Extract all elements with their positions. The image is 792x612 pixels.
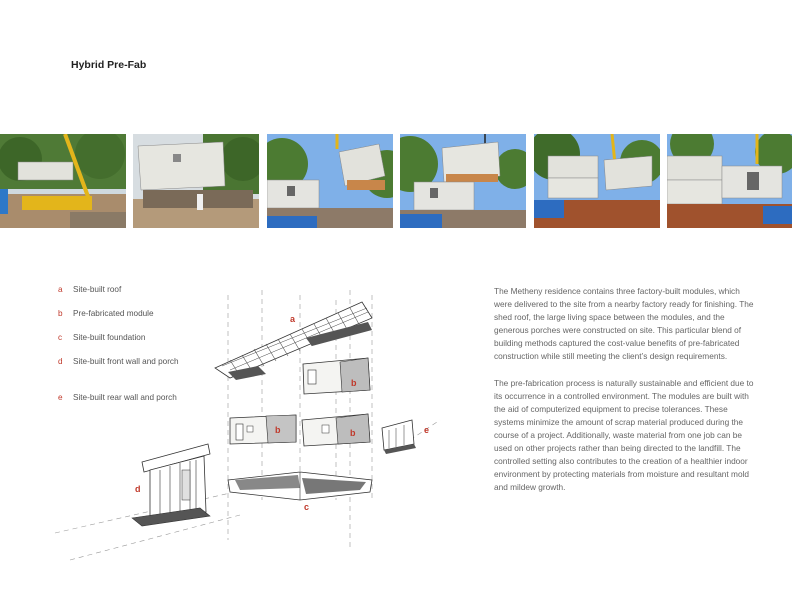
rear-wall-porch [382, 420, 416, 454]
upper-module [303, 358, 370, 394]
construction-photo-3 [267, 134, 393, 228]
diagram-label-e: e [424, 425, 430, 435]
legend-letter: a [58, 285, 63, 294]
construction-photo-5 [534, 134, 660, 228]
construction-photo-1 [0, 134, 126, 228]
diagram-label-d: d [135, 484, 141, 494]
construction-photo-4 [400, 134, 526, 228]
legend-text: Site-built foundation [73, 333, 146, 342]
legend-text: Site-built front wall and porch [73, 357, 179, 366]
diagram-label-b: b [275, 425, 281, 435]
paragraph: The Metheny residence contains three factory-built modules, which were delivered to the site from a nearby factory ready for finishing. The shed roof, the large living space between the modules, and the generous porches were constructed on site. This particular blend of building methods captured the cost-value benefits of pre-fabricated construction while still meeting the client’s design requirements. [494, 286, 754, 362]
diagram-label-b: b [350, 428, 356, 438]
legend-letter: c [58, 333, 63, 342]
legend-text: Site-built roof [73, 285, 122, 294]
legend-letter: b [58, 309, 63, 318]
diagram-label-c: c [304, 502, 310, 512]
legend-letter: d [58, 357, 63, 366]
legend-text: Pre-fabricated module [73, 309, 154, 318]
construction-photo-6 [667, 134, 792, 228]
exploded-axonometric-diagram [40, 285, 460, 579]
page-title: Hybrid Pre-Fab [71, 59, 147, 71]
paragraph: The pre-fabrication process is naturally sustainable and efficient due to its occurrence in a controlled environment. The modules are built with the aid of computerized equipment to precise tolerances. These systems minimize the amount of scrap material produced during the course of a project. Additionally, waste material from one job can be used on other projects rather than being directed to the landfill. The controlled setting also contributes to the creation of a healthier indoor environment by protecting materials from moisture and resultant mold and mildew growth. [494, 377, 754, 493]
legend-text: Site-built rear wall and porch [73, 393, 177, 402]
body-text [494, 285, 756, 507]
diagram-label-b: b [351, 378, 357, 388]
front-wall-porch [132, 444, 210, 526]
construction-photo-2 [133, 134, 259, 228]
diagram-label-a: a [290, 314, 296, 324]
legend-letter: e [58, 393, 63, 402]
foundation [228, 472, 372, 500]
lower-module-left [230, 415, 296, 444]
lower-module-right [302, 414, 370, 446]
